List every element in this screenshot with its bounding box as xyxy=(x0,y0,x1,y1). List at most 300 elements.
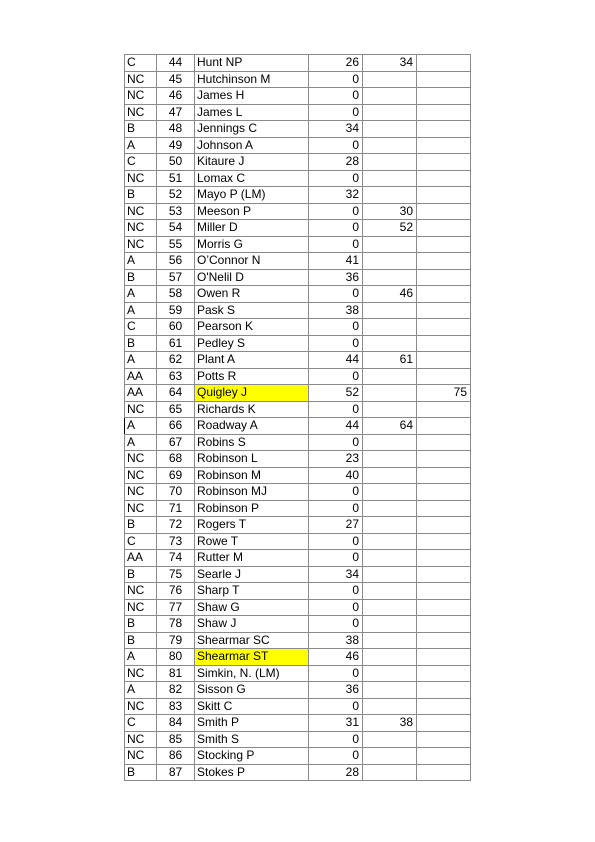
member-name-cell: Shearmar SC xyxy=(195,632,309,649)
grade-cell: B xyxy=(125,764,157,781)
table-row xyxy=(125,715,471,732)
score-2-cell xyxy=(363,533,417,550)
member-name-cell: Pearson K xyxy=(195,319,309,336)
score-3-cell xyxy=(417,698,471,715)
score-2-cell xyxy=(363,451,417,468)
score-3-cell xyxy=(417,451,471,468)
member-number-cell: 60 xyxy=(157,319,195,336)
member-name-cell: Miller D xyxy=(195,220,309,237)
member-number-cell: 49 xyxy=(157,137,195,154)
score-3-cell xyxy=(417,203,471,220)
score-3-cell xyxy=(417,269,471,286)
table-row xyxy=(125,517,471,534)
grade-cell: NC xyxy=(125,220,157,237)
score-2-cell xyxy=(363,467,417,484)
score-1-cell: 0 xyxy=(309,401,363,418)
scores-table xyxy=(124,54,471,781)
score-2-cell xyxy=(363,698,417,715)
score-3-cell xyxy=(417,484,471,501)
score-3-cell xyxy=(417,187,471,204)
table-row xyxy=(125,682,471,699)
member-name-cell: O’Connor N xyxy=(195,253,309,270)
table-row xyxy=(125,616,471,633)
member-name-cell: Skitt C xyxy=(195,698,309,715)
score-3-cell xyxy=(417,302,471,319)
score-3-cell xyxy=(417,220,471,237)
member-name-cell: Shaw G xyxy=(195,599,309,616)
member-number-cell: 44 xyxy=(157,55,195,72)
member-name-cell: Hunt NP xyxy=(195,55,309,72)
score-1-cell: 27 xyxy=(309,517,363,534)
score-3-cell xyxy=(417,88,471,105)
member-number-cell: 82 xyxy=(157,682,195,699)
score-1-cell: 0 xyxy=(309,104,363,121)
member-number-cell: 48 xyxy=(157,121,195,138)
score-3-cell xyxy=(417,566,471,583)
score-3-cell xyxy=(417,748,471,765)
table-row xyxy=(125,236,471,253)
grade-cell: C xyxy=(125,154,157,171)
score-3-cell xyxy=(417,632,471,649)
table-row xyxy=(125,187,471,204)
grade-cell: NC xyxy=(125,236,157,253)
score-3-cell xyxy=(417,517,471,534)
score-1-cell: 0 xyxy=(309,599,363,616)
score-2-cell xyxy=(363,434,417,451)
grade-cell: A xyxy=(125,253,157,270)
table-row xyxy=(125,88,471,105)
score-1-cell: 44 xyxy=(309,352,363,369)
grade-cell: A xyxy=(125,649,157,666)
score-2-cell: 61 xyxy=(363,352,417,369)
grade-cell: A xyxy=(125,302,157,319)
table-row xyxy=(125,632,471,649)
score-1-cell: 40 xyxy=(309,467,363,484)
score-2-cell xyxy=(363,550,417,567)
member-name-cell: Sharp T xyxy=(195,583,309,600)
score-3-cell xyxy=(417,71,471,88)
score-1-cell: 38 xyxy=(309,632,363,649)
member-number-cell: 74 xyxy=(157,550,195,567)
score-1-cell: 0 xyxy=(309,665,363,682)
grade-cell: B xyxy=(125,187,157,204)
member-name-cell: Pedley S xyxy=(195,335,309,352)
score-3-cell xyxy=(417,533,471,550)
grade-cell: C xyxy=(125,55,157,72)
grade-cell: NC xyxy=(125,583,157,600)
member-number-cell: 76 xyxy=(157,583,195,600)
member-name-cell: Johnson A xyxy=(195,137,309,154)
grade-cell: NC xyxy=(125,698,157,715)
member-name-cell: Stokes P xyxy=(195,764,309,781)
grade-cell: B xyxy=(125,632,157,649)
score-2-cell xyxy=(363,137,417,154)
table-row xyxy=(125,550,471,567)
score-1-cell: 0 xyxy=(309,220,363,237)
member-number-cell: 53 xyxy=(157,203,195,220)
member-number-cell: 84 xyxy=(157,715,195,732)
score-3-cell xyxy=(417,137,471,154)
member-number-cell: 73 xyxy=(157,533,195,550)
table-row xyxy=(125,566,471,583)
table-row xyxy=(125,418,471,435)
grade-cell: A xyxy=(125,137,157,154)
score-2-cell xyxy=(363,368,417,385)
score-3-cell xyxy=(417,236,471,253)
score-1-cell: 0 xyxy=(309,698,363,715)
grade-cell: NC xyxy=(125,71,157,88)
grade-cell: NC xyxy=(125,104,157,121)
grade-cell: A xyxy=(125,352,157,369)
score-1-cell: 0 xyxy=(309,550,363,567)
grade-cell: NC xyxy=(125,401,157,418)
member-name-cell: Quigley J xyxy=(195,385,309,402)
score-1-cell: 0 xyxy=(309,88,363,105)
grade-cell: NC xyxy=(125,484,157,501)
member-number-cell: 50 xyxy=(157,154,195,171)
member-number-cell: 63 xyxy=(157,368,195,385)
member-name-cell: Morris G xyxy=(195,236,309,253)
score-2-cell xyxy=(363,319,417,336)
member-name-cell: Potts R xyxy=(195,368,309,385)
member-number-cell: 70 xyxy=(157,484,195,501)
table-row xyxy=(125,170,471,187)
table-row xyxy=(125,55,471,72)
score-3-cell xyxy=(417,253,471,270)
score-2-cell xyxy=(363,665,417,682)
score-1-cell: 0 xyxy=(309,731,363,748)
score-3-cell xyxy=(417,649,471,666)
table-row xyxy=(125,533,471,550)
score-1-cell: 0 xyxy=(309,335,363,352)
member-number-cell: 80 xyxy=(157,649,195,666)
score-1-cell: 36 xyxy=(309,269,363,286)
member-name-cell: Kitaure J xyxy=(195,154,309,171)
score-1-cell: 38 xyxy=(309,302,363,319)
table-row xyxy=(125,500,471,517)
score-1-cell: 0 xyxy=(309,368,363,385)
score-1-cell: 0 xyxy=(309,203,363,220)
score-1-cell: 0 xyxy=(309,286,363,303)
score-2-cell xyxy=(363,616,417,633)
score-2-cell xyxy=(363,385,417,402)
member-name-cell: Jennings C xyxy=(195,121,309,138)
score-2-cell xyxy=(363,154,417,171)
grade-cell: NC xyxy=(125,170,157,187)
score-3-cell xyxy=(417,682,471,699)
member-number-cell: 62 xyxy=(157,352,195,369)
member-name-cell: Mayo P (LM) xyxy=(195,187,309,204)
score-3-cell xyxy=(417,121,471,138)
member-number-cell: 59 xyxy=(157,302,195,319)
grade-cell: C xyxy=(125,715,157,732)
score-1-cell: 31 xyxy=(309,715,363,732)
member-number-cell: 72 xyxy=(157,517,195,534)
table-row xyxy=(125,731,471,748)
score-2-cell xyxy=(363,88,417,105)
score-3-cell xyxy=(417,154,471,171)
member-number-cell: 78 xyxy=(157,616,195,633)
member-number-cell: 55 xyxy=(157,236,195,253)
score-2-cell: 64 xyxy=(363,418,417,435)
score-2-cell: 34 xyxy=(363,55,417,72)
grade-cell: AA xyxy=(125,385,157,402)
member-name-cell: James H xyxy=(195,88,309,105)
score-2-cell xyxy=(363,649,417,666)
member-number-cell: 46 xyxy=(157,88,195,105)
score-1-cell: 0 xyxy=(309,236,363,253)
grade-cell: AA xyxy=(125,550,157,567)
member-number-cell: 75 xyxy=(157,566,195,583)
table-row xyxy=(125,665,471,682)
score-1-cell: 26 xyxy=(309,55,363,72)
score-3-cell xyxy=(417,335,471,352)
score-1-cell: 36 xyxy=(309,682,363,699)
member-number-cell: 52 xyxy=(157,187,195,204)
member-name-cell: Sisson G xyxy=(195,682,309,699)
score-1-cell: 0 xyxy=(309,533,363,550)
table-row xyxy=(125,203,471,220)
grade-cell: NC xyxy=(125,599,157,616)
score-1-cell: 0 xyxy=(309,71,363,88)
table-row xyxy=(125,154,471,171)
member-name-cell: Plant A xyxy=(195,352,309,369)
member-name-cell: Owen R xyxy=(195,286,309,303)
score-1-cell: 52 xyxy=(309,385,363,402)
score-1-cell: 34 xyxy=(309,121,363,138)
member-name-cell: Smith S xyxy=(195,731,309,748)
score-2-cell xyxy=(363,484,417,501)
member-number-cell: 64 xyxy=(157,385,195,402)
score-2-cell xyxy=(363,500,417,517)
score-3-cell xyxy=(417,665,471,682)
score-3-cell xyxy=(417,500,471,517)
grade-cell: B xyxy=(125,335,157,352)
score-3-cell xyxy=(417,616,471,633)
score-2-cell xyxy=(363,71,417,88)
score-1-cell: 28 xyxy=(309,764,363,781)
score-1-cell: 0 xyxy=(309,137,363,154)
score-1-cell: 44 xyxy=(309,418,363,435)
table-row xyxy=(125,401,471,418)
grade-cell: B xyxy=(125,566,157,583)
member-number-cell: 66 xyxy=(157,418,195,435)
grade-cell: NC xyxy=(125,500,157,517)
member-number-cell: 65 xyxy=(157,401,195,418)
score-3-cell xyxy=(417,599,471,616)
score-3-cell xyxy=(417,731,471,748)
member-number-cell: 86 xyxy=(157,748,195,765)
grade-cell: NC xyxy=(125,748,157,765)
member-name-cell: Robinson MJ xyxy=(195,484,309,501)
score-2-cell xyxy=(363,599,417,616)
score-2-cell xyxy=(363,187,417,204)
score-3-cell xyxy=(417,104,471,121)
member-number-cell: 79 xyxy=(157,632,195,649)
score-1-cell: 0 xyxy=(309,170,363,187)
score-2-cell: 52 xyxy=(363,220,417,237)
score-2-cell xyxy=(363,632,417,649)
score-3-cell xyxy=(417,401,471,418)
score-2-cell xyxy=(363,302,417,319)
table-row xyxy=(125,335,471,352)
grade-cell: A xyxy=(125,418,157,435)
score-1-cell: 0 xyxy=(309,583,363,600)
score-3-cell xyxy=(417,286,471,303)
score-2-cell xyxy=(363,748,417,765)
member-name-cell: Robins S xyxy=(195,434,309,451)
score-1-cell: 0 xyxy=(309,748,363,765)
member-name-cell: Stocking P xyxy=(195,748,309,765)
score-1-cell: 28 xyxy=(309,154,363,171)
member-name-cell: Meeson P xyxy=(195,203,309,220)
grade-cell: NC xyxy=(125,467,157,484)
member-name-cell: Pask S xyxy=(195,302,309,319)
member-name-cell: Richards K xyxy=(195,401,309,418)
score-3-cell xyxy=(417,352,471,369)
member-name-cell: Rutter M xyxy=(195,550,309,567)
score-2-cell: 30 xyxy=(363,203,417,220)
table-row xyxy=(125,368,471,385)
scores-table-body xyxy=(125,55,471,781)
score-1-cell: 0 xyxy=(309,319,363,336)
grade-cell: NC xyxy=(125,451,157,468)
score-2-cell xyxy=(363,731,417,748)
member-name-cell: Roadway A xyxy=(195,418,309,435)
table-row xyxy=(125,599,471,616)
member-number-cell: 58 xyxy=(157,286,195,303)
score-1-cell: 0 xyxy=(309,484,363,501)
score-2-cell xyxy=(363,401,417,418)
grade-cell: NC xyxy=(125,665,157,682)
member-number-cell: 81 xyxy=(157,665,195,682)
table-row xyxy=(125,649,471,666)
member-number-cell: 71 xyxy=(157,500,195,517)
score-2-cell xyxy=(363,335,417,352)
grade-cell: A xyxy=(125,286,157,303)
score-1-cell: 0 xyxy=(309,434,363,451)
grade-cell: B xyxy=(125,121,157,138)
member-name-cell: Simkin, N. (LM) xyxy=(195,665,309,682)
score-1-cell: 41 xyxy=(309,253,363,270)
member-name-cell: Hutchinson M xyxy=(195,71,309,88)
grade-cell: B xyxy=(125,269,157,286)
grade-cell: C xyxy=(125,319,157,336)
score-2-cell xyxy=(363,253,417,270)
table-row xyxy=(125,302,471,319)
member-number-cell: 51 xyxy=(157,170,195,187)
member-number-cell: 83 xyxy=(157,698,195,715)
member-number-cell: 68 xyxy=(157,451,195,468)
table-row xyxy=(125,319,471,336)
member-name-cell: Searle J xyxy=(195,566,309,583)
score-3-cell: 75 xyxy=(417,385,471,402)
score-3-cell xyxy=(417,715,471,732)
grade-cell: NC xyxy=(125,203,157,220)
score-2-cell xyxy=(363,566,417,583)
score-2-cell xyxy=(363,682,417,699)
score-2-cell xyxy=(363,236,417,253)
member-number-cell: 61 xyxy=(157,335,195,352)
score-1-cell: 23 xyxy=(309,451,363,468)
score-2-cell xyxy=(363,583,417,600)
table-row xyxy=(125,484,471,501)
table-row xyxy=(125,121,471,138)
member-number-cell: 77 xyxy=(157,599,195,616)
member-name-cell: O'Nelil D xyxy=(195,269,309,286)
grade-cell: B xyxy=(125,517,157,534)
score-1-cell: 46 xyxy=(309,649,363,666)
member-number-cell: 87 xyxy=(157,764,195,781)
score-3-cell xyxy=(417,368,471,385)
score-3-cell xyxy=(417,55,471,72)
table-row xyxy=(125,286,471,303)
table-row xyxy=(125,451,471,468)
score-1-cell: 0 xyxy=(309,500,363,517)
member-name-cell: James L xyxy=(195,104,309,121)
table-row xyxy=(125,220,471,237)
member-name-cell: Shaw J xyxy=(195,616,309,633)
member-name-cell: Lomax C xyxy=(195,170,309,187)
member-number-cell: 57 xyxy=(157,269,195,286)
member-number-cell: 47 xyxy=(157,104,195,121)
score-2-cell xyxy=(363,517,417,534)
member-number-cell: 54 xyxy=(157,220,195,237)
score-2-cell xyxy=(363,104,417,121)
table-row xyxy=(125,269,471,286)
table-row xyxy=(125,352,471,369)
table-row xyxy=(125,434,471,451)
member-name-cell: Smith P xyxy=(195,715,309,732)
score-3-cell xyxy=(417,550,471,567)
table-row xyxy=(125,698,471,715)
grade-cell: C xyxy=(125,533,157,550)
table-row xyxy=(125,104,471,121)
member-number-cell: 56 xyxy=(157,253,195,270)
member-name-cell: Rowe T xyxy=(195,533,309,550)
member-number-cell: 69 xyxy=(157,467,195,484)
member-name-cell: Robinson P xyxy=(195,500,309,517)
grade-cell: A xyxy=(125,682,157,699)
grade-cell: A xyxy=(125,434,157,451)
score-3-cell xyxy=(417,434,471,451)
grade-cell: B xyxy=(125,616,157,633)
score-2-cell xyxy=(363,170,417,187)
score-3-cell xyxy=(417,467,471,484)
score-3-cell xyxy=(417,583,471,600)
score-1-cell: 34 xyxy=(309,566,363,583)
score-3-cell xyxy=(417,764,471,781)
score-1-cell: 32 xyxy=(309,187,363,204)
score-1-cell: 0 xyxy=(309,616,363,633)
member-name-cell: Robinson M xyxy=(195,467,309,484)
table-row xyxy=(125,583,471,600)
table-row xyxy=(125,764,471,781)
grade-cell: NC xyxy=(125,731,157,748)
table-row xyxy=(125,385,471,402)
member-number-cell: 45 xyxy=(157,71,195,88)
score-3-cell xyxy=(417,170,471,187)
member-number-cell: 67 xyxy=(157,434,195,451)
table-row xyxy=(125,748,471,765)
score-3-cell xyxy=(417,319,471,336)
score-2-cell: 46 xyxy=(363,286,417,303)
member-name-cell: Rogers T xyxy=(195,517,309,534)
member-name-cell: Shearmar ST xyxy=(195,649,309,666)
score-2-cell xyxy=(363,764,417,781)
member-number-cell: 85 xyxy=(157,731,195,748)
table-row xyxy=(125,253,471,270)
